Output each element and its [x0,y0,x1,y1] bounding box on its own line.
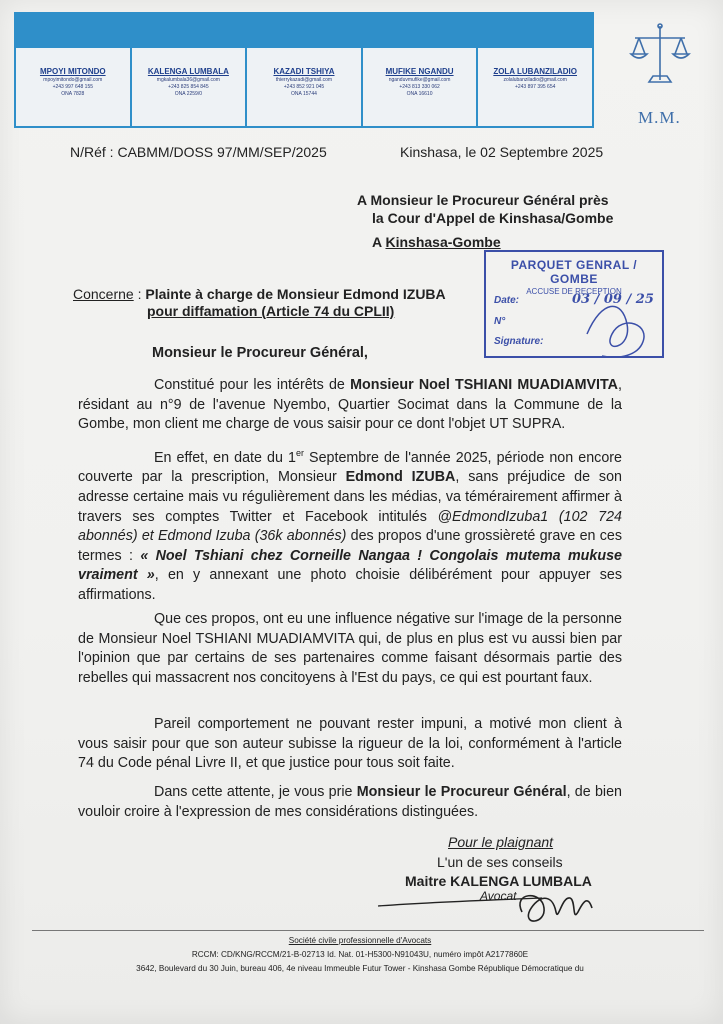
recipient-line-3 [372,234,501,250]
lawyer-ona: ONA 16610 [406,91,433,97]
text-run: Que ces propos, ont eu une influence négative sur l'image de la personne de Monsieur Noel TSHIANI MUADIAMVITA qui, de plus en plus est vu aussi bien par l'opinion que par certains de ses partenaires comme faisant désormais partie des rebelles qui massacrent nos concitoyens à l'Est du pays, ce qui est pourtant faux. [78,611,622,686]
quoted-statement: « Noel Tshiani chez Corneille Nangaa ! Congolais mutema mukuse vraiment » [78,547,622,584]
text-run: , de bien vouloir croire à l'expression de mes considérations distinguées. [78,784,622,820]
lawyer-ona: ONA 2259/0 [174,91,203,97]
lawyer-name: MPOYI MITONDO [39,67,106,76]
text-run: Dans cette attente, je vous prie [154,784,357,800]
lawyer-phone: +243 825 854 845 [168,84,209,90]
signature-for-plaintiff: Pour le plaignant [448,834,554,850]
letterhead-banner [14,12,594,128]
subject-title: Plainte à charge de Monsieur Edmond IZUBA [145,286,446,302]
lawyer-name: ZOLA LUBANZILADIO [493,67,578,76]
footer-company: Société civile professionnelle d'Avocats [288,936,432,945]
recipient-line-1: A Monsieur le Procureur Général près [357,192,609,208]
monogram: M.M. [638,108,681,127]
body-paragraph-3 [78,610,622,688]
lawyer-email: mpoyimitondo@gmail.com [43,77,103,83]
subject-separator: : [133,286,146,302]
lawyer-phone: +243 852 921 045 [283,84,325,90]
recipient-place: Kinshasa-Gombe [385,234,501,250]
stamp-handwritten-signature [582,294,662,364]
social-accounts: @EdmondIzuba1 (102 724 abonnés) et Edmond Izuba (36k abonnés) [78,508,622,545]
lawyer-phone: +243 997 648 155 [52,84,94,90]
stamp-title: PARQUET GENRAL / GOMBE [510,258,638,286]
text-run: , résidant au n°9 de l'avenue Nyembo, Quartier Socimat dans la Commune de la Gombe, mon client me charge de vous saisir pour ce dont l'objet UT SUPRA. [78,377,622,433]
stamp-date-value: 03 / 09 / 25 [572,292,654,307]
lawyers-list [16,48,592,126]
stamp-subtitle: ACCUSE DE RECEPTION [526,287,622,296]
lawyer-email: nganduvmufike@gmail.com [388,77,451,83]
subject-line-2: pour diffamation (Article 74 du CPLII) [147,303,395,319]
subject-line-1 [73,286,446,302]
client-name: Monsieur Noel TSHIANI MUADIAMVITA [350,377,619,393]
stamp-signature-label: Signature: [494,336,544,347]
footer-divider [32,930,704,931]
lawyer-ona: ONA 7828 [61,91,85,97]
text-run: , en y annexant une photo choisie délibérément pour appuyer ses affirmations. [78,567,622,603]
lawyer-card [16,48,132,126]
text-run: Constitué pour les intérêts de [154,377,351,393]
text-run: Septembre de l'année 2025, période non encore couverte par la prescription, Monsieur [78,449,622,486]
lawyer-ona: ONA 15744 [291,91,317,97]
text-run: , sans préjudice de son adresse certaine mais vu régulièrement dans les médias, va témérairement affirmer à travers ses comptes Twitter et Facebook intitulés [78,469,622,525]
lawyer-card [478,48,592,126]
reference-number: N/Réf : CABMM/DOSS 97/MM/SEP/2025 [70,144,327,160]
subject-label: Concerne [73,286,134,302]
footer-address: 3642, Boulevard du 30 Juin, bureau 406, 4e niveau Immeuble Futur Tower - Kinshasa Gombe République Démocratique du [136,964,584,973]
text-run: des propos d'une grossièreté grave en ces termes : [78,528,622,564]
body-paragraph-5 [78,783,622,822]
body-paragraph-2 [78,444,622,606]
reception-stamp [484,250,664,358]
stamp-date-label: Date: [494,295,520,306]
lawyer-name: MUFIKE NGANDU [385,67,454,76]
superscript: er [295,448,304,458]
body-paragraph-4 [78,715,622,774]
signature-title: Avocat [480,889,517,903]
lawyer-email: zolalubanziladio@gmail.com [503,77,567,83]
lawyer-name: KAZADI TSHIYA [273,67,335,76]
footer-registration: RCCM: CD/KNG/RCCM/21-B-02713 Id. Nat. 01-H5300-N91043U, numéro impôt A2177860E [191,950,529,959]
lawyer-name: KALENGA LUMBALA [147,67,229,76]
text-run: Pareil comportement ne pouvant rester impuni, a motivé mon client à vous saisir pour que son auteur subisse la rigueur de la loi, conformément à l'article 74 du Code pénal Livre II, et que justice pour tous soit faite. [78,716,622,772]
scales-of-justice-icon [625,20,695,90]
stamp-number-label: N° [494,316,506,327]
recipient-line-2: la Cour d'Appel de Kinshasa/Gombe [372,210,614,226]
place-date: Kinshasa, le 02 Septembre 2025 [400,144,604,160]
lawyer-phone: +243 813 330 062 [399,84,440,90]
handwritten-signature [372,882,632,932]
lawyer-card [247,48,363,126]
accused-name: Edmond IZUBA [345,469,456,486]
text-run: En effet, en date du 1 [154,449,296,466]
addressee: Monsieur le Procureur Général [356,784,567,800]
body-paragraph-1 [78,376,622,435]
lawyer-email: mgkalumbala36@gmail.com [156,77,220,83]
recipient-prefix: A [372,234,386,250]
signature-role: L'un de ses conseils [437,854,563,870]
salutation: Monsieur le Procureur Général, [152,345,368,361]
lawyer-phone: +243 897 395 654 [514,84,556,90]
signature-name: Maitre KALENGA LUMBALA [405,873,592,889]
lawyer-card [132,48,248,126]
lawyer-email: thierrykazadi@gmail.com [275,77,333,83]
lawyer-card [363,48,479,126]
